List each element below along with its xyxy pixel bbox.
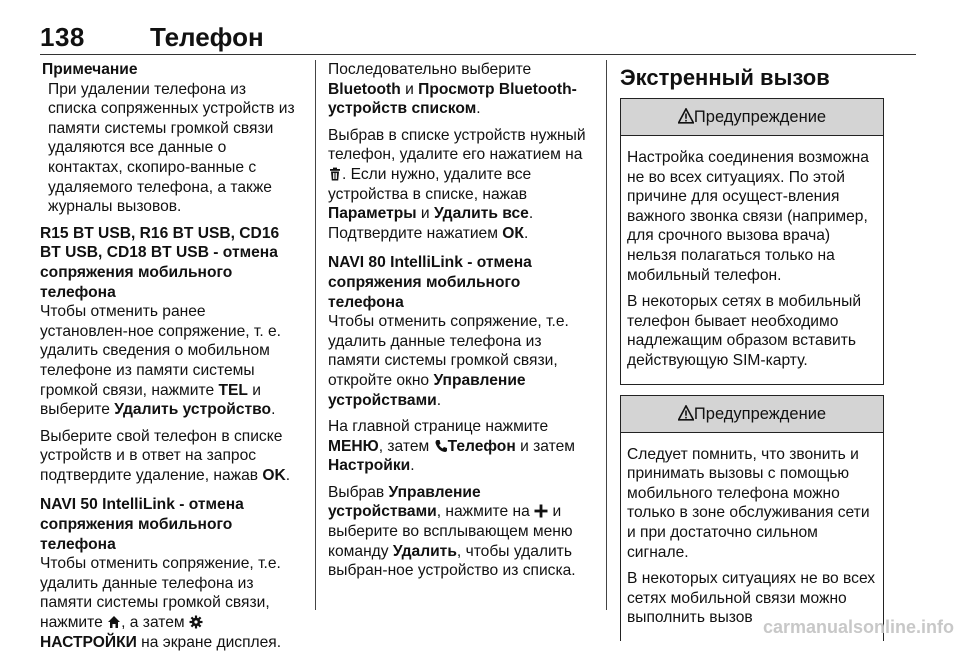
text: . bbox=[410, 457, 414, 474]
warning-text: В некоторых ситуациях не во всех сетях мобильной связи можно выполнить вызов bbox=[627, 569, 877, 628]
warning-triangle-icon bbox=[678, 108, 694, 124]
column-middle bbox=[328, 60, 594, 588]
note-title: Примечание bbox=[42, 60, 296, 80]
paragraph bbox=[328, 126, 594, 244]
delete-all-label: Удалить все bbox=[434, 205, 529, 222]
view-devices-label: Просмотр Bluetooth-устройств списком bbox=[328, 81, 577, 118]
note-text: При удалении телефона из списка сопряженных устройств из памяти системы громкой связи удаляются все данные о контактах, скопиро-ванные с удаляемого телефона, а также журналы вызовов. bbox=[42, 80, 296, 217]
section-heading-navi80: NAVI 80 IntelliLink - отмена сопряжения мобильного телефона bbox=[328, 253, 594, 312]
device-management-label: Управление устройствами bbox=[328, 484, 481, 521]
text: . bbox=[271, 401, 275, 418]
text: , чтобы удалить выбран-ное устройство из списка. bbox=[328, 543, 576, 580]
bluetooth-label: Bluetooth bbox=[328, 81, 401, 98]
paragraph bbox=[328, 417, 594, 476]
section-heading-navi50: NAVI 50 IntelliLink - отмена сопряжения мобильного телефона bbox=[40, 495, 296, 554]
paragraph bbox=[40, 554, 296, 652]
text: . bbox=[476, 100, 480, 117]
column-divider bbox=[315, 60, 316, 610]
text: . Если нужно, удалите все устройства в списке, нажав bbox=[328, 166, 531, 203]
text: и затем bbox=[516, 438, 575, 455]
warning-header bbox=[621, 99, 883, 136]
column-divider bbox=[606, 60, 607, 610]
text: Выберите свой телефон в списке устройств и в ответ на запрос подтвердите удаление, нажав bbox=[40, 428, 282, 484]
warning-text: Настройка соединения возможна не во всех ситуациях. По этой причине для осущест-вления важного звонка связи (например, для срочного вызова врача) нельзя полагаться только на мобильный телефон. bbox=[627, 148, 877, 285]
warning-triangle-icon bbox=[678, 405, 694, 421]
ok-label: ОК bbox=[502, 225, 524, 242]
warning-title: Предупреждение bbox=[694, 108, 826, 126]
text: . bbox=[524, 225, 528, 242]
paragraph bbox=[328, 60, 594, 119]
watermark: carmanualsonline.info bbox=[763, 617, 954, 638]
text: , нажмите на bbox=[437, 503, 534, 520]
text: . bbox=[437, 392, 441, 409]
text: на экране дисплея. bbox=[137, 634, 281, 651]
tel-key-label: TEL bbox=[218, 382, 247, 399]
text: Выбрав в списке устройств нужный телефон, удалите его нажатием на bbox=[328, 127, 586, 164]
text: и выберите bbox=[40, 382, 261, 419]
delete-device-label: Удалить устройство bbox=[114, 401, 271, 418]
paragraph bbox=[40, 427, 296, 486]
warning-box bbox=[620, 98, 884, 385]
text: и bbox=[401, 81, 418, 98]
note-block bbox=[40, 60, 296, 217]
device-management-label: Управление устройствами bbox=[328, 372, 526, 409]
paragraph bbox=[328, 312, 594, 410]
params-label: Параметры bbox=[328, 205, 417, 222]
section-heading-r15: R15 BT USB, R16 BT USB, CD16 BT USB, CD18 BT USB - отмена сопряжения мобильного телефона bbox=[40, 224, 296, 302]
home-icon bbox=[107, 615, 121, 629]
text: На главной странице нажмите bbox=[328, 418, 548, 435]
warning-body bbox=[621, 433, 883, 641]
menu-label: МЕНЮ bbox=[328, 438, 379, 455]
text: Чтобы отменить сопряжение, т.е. удалить данные телефона из памяти системы громкой связи, откройте окно bbox=[328, 313, 569, 389]
gear-icon bbox=[189, 615, 203, 629]
delete-label: Удалить bbox=[393, 543, 457, 560]
paragraph bbox=[40, 302, 296, 420]
settings-label: Настройки bbox=[328, 457, 410, 474]
warning-header bbox=[621, 396, 883, 433]
warning-text: Следует помнить, что звонить и принимать вызовы с помощью мобильного телефона можно только в зоне обслуживания сети и при достаточно сильном сигнале. bbox=[627, 445, 877, 563]
column-right bbox=[620, 60, 884, 651]
text: Чтобы отменить ранее установлен-ное сопряжение, т. е. удалить сведения о мобильном телефоне из памяти системы громкой связи, нажмите bbox=[40, 303, 281, 398]
page-title: Телефон bbox=[150, 22, 264, 53]
warning-text: В некоторых сетях в мобильный телефон бывает необходимо надлежащим образом вставить действующую SIM-карту. bbox=[627, 292, 877, 370]
text: Чтобы отменить сопряжение, т.е. удалить данные телефона из памяти системы громкой связи, нажмите bbox=[40, 555, 281, 631]
text: , затем bbox=[379, 438, 434, 455]
trash-icon bbox=[328, 167, 342, 181]
warning-body bbox=[621, 136, 883, 384]
paragraph bbox=[328, 483, 594, 581]
plus-icon bbox=[534, 504, 548, 518]
phone-icon bbox=[434, 439, 448, 453]
text: . Подтвердите нажатием bbox=[328, 205, 533, 242]
text: и выберите во всплывающем меню команду bbox=[328, 503, 573, 559]
header-divider bbox=[40, 54, 916, 55]
text: Последовательно выберите bbox=[328, 61, 531, 78]
ok-key-label: OK bbox=[262, 467, 285, 484]
warning-title: Предупреждение bbox=[694, 405, 826, 423]
settings-label: НАСТРОЙКИ bbox=[40, 634, 137, 651]
text: и bbox=[417, 205, 434, 222]
text: , а затем bbox=[121, 614, 189, 631]
page-number: 138 bbox=[40, 22, 85, 53]
warning-box bbox=[620, 395, 884, 641]
phone-label: Телефон bbox=[448, 438, 516, 455]
text: Выбрав bbox=[328, 484, 389, 501]
column-left bbox=[40, 60, 296, 659]
page-header bbox=[40, 18, 916, 58]
section-title-emergency-call: Экстренный вызов bbox=[620, 64, 884, 92]
text: . bbox=[286, 467, 290, 484]
